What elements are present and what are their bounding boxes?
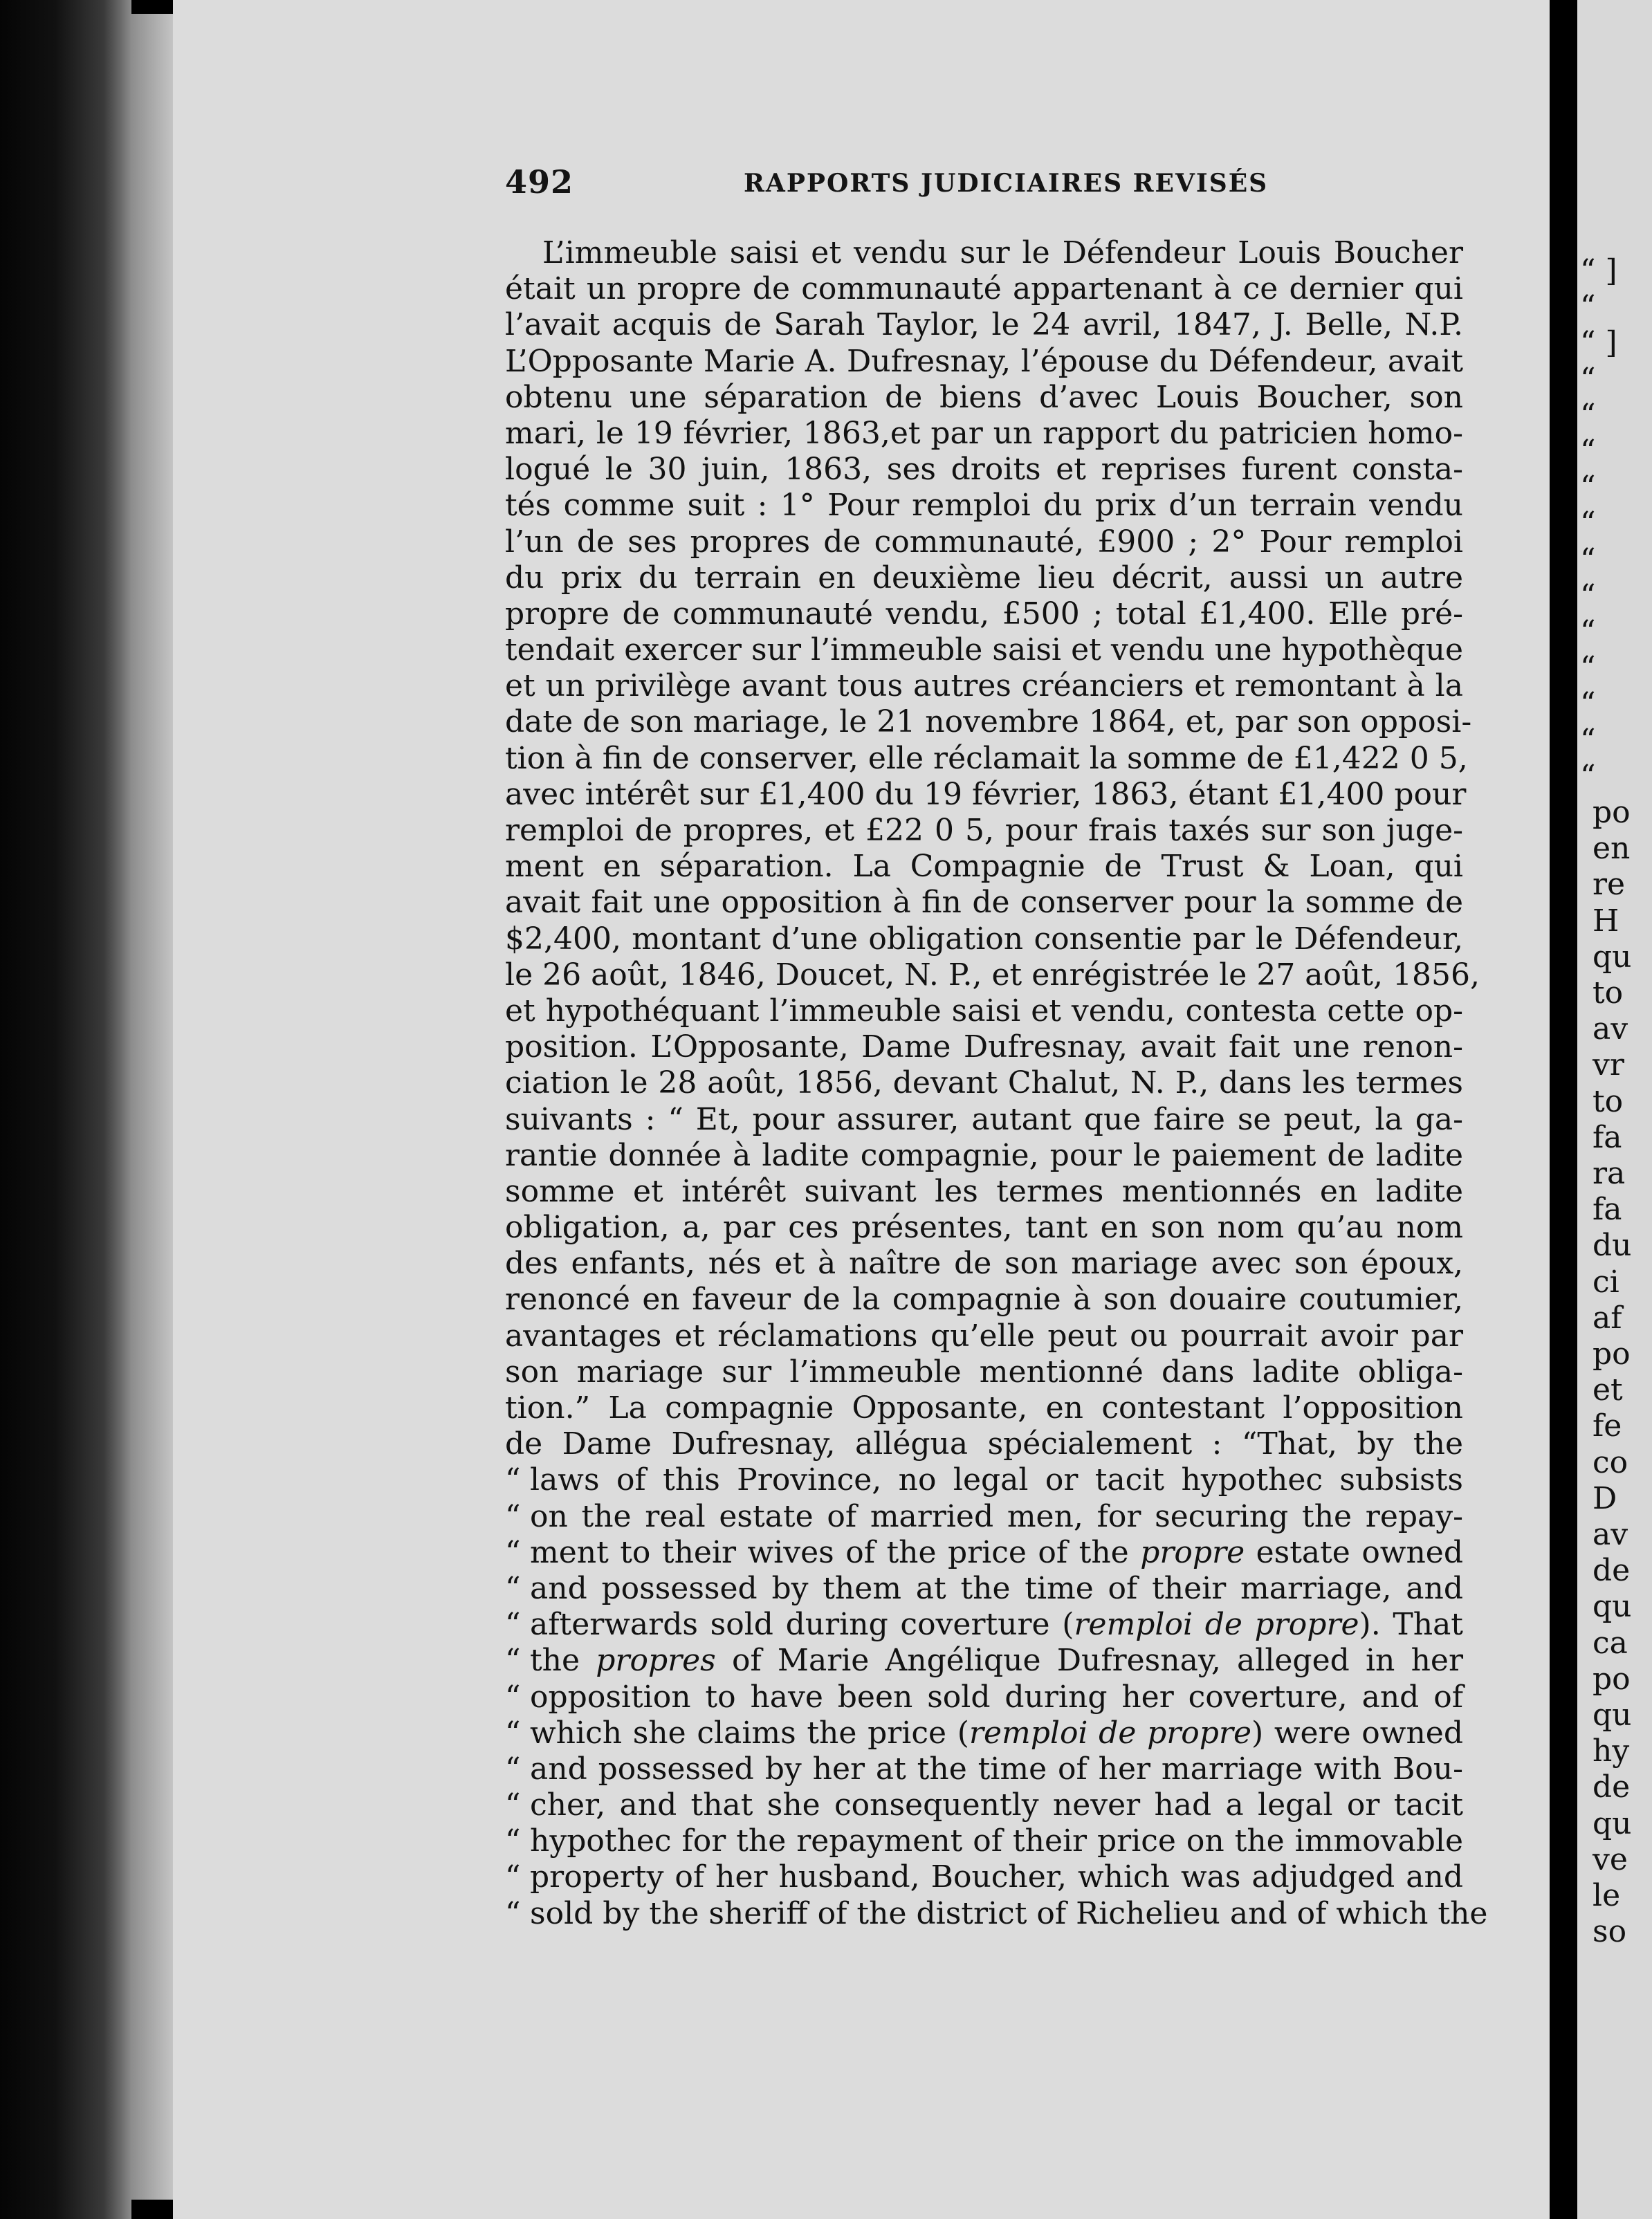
quoted-text-line xyxy=(505,1679,1463,1715)
text-line: avec intérêt sur £1,400 du 19 février, 1863, étant £1,400 pour xyxy=(505,776,1467,812)
next-page-fragment: “ xyxy=(1580,578,1596,614)
quoted-text-line xyxy=(505,1535,1463,1571)
next-page-fragment: qu xyxy=(1593,1697,1632,1733)
quoted-text-content: afterwards sold during coverture (remploi de propre). That xyxy=(530,1607,1463,1643)
next-page-fragment: “ xyxy=(1580,361,1596,397)
text-line: remploi de propres, et £22 0 5, pour frais taxés sur son juge- xyxy=(505,813,1463,848)
next-page-fragment: “ xyxy=(1580,289,1596,325)
next-page-fragment: fa xyxy=(1593,1119,1622,1155)
quoted-text-line xyxy=(505,1823,1463,1859)
italic-term: propres xyxy=(596,1643,716,1679)
next-page-fragment: “ xyxy=(1580,397,1596,433)
text-line: avait fait une opposition à fin de conserver pour la somme de xyxy=(505,885,1463,921)
quote-mark: “ xyxy=(505,1715,521,1751)
next-page-fragment: “ xyxy=(1580,614,1596,650)
text-line: des enfants, nés et à naître de son mariage avec son époux, xyxy=(505,1246,1463,1282)
quoted-text-content: cher, and that she consequently never had a legal or tacit xyxy=(530,1787,1463,1823)
next-page-fragment: to xyxy=(1593,975,1624,1011)
text-line: tendait exercer sur l’immeuble saisi et vendu une hypothèque xyxy=(505,632,1463,668)
next-page-fragment: “ xyxy=(1580,470,1596,506)
next-page-fragment: po xyxy=(1593,1336,1631,1372)
next-page-fragment: so xyxy=(1593,1914,1627,1950)
text-line: avantages et réclamations qu’elle peut ou pourrait avoir par xyxy=(505,1318,1463,1354)
next-page-fragment: fa xyxy=(1593,1192,1622,1228)
text-line: et un privilège avant tous autres créanciers et remontant à la xyxy=(505,668,1463,704)
next-page-fragment: qu xyxy=(1593,939,1632,975)
quoted-text-content: on the real estate of married men, for securing the repay- xyxy=(530,1498,1463,1534)
text-line: date de son mariage, le 21 novembre 1864, et, par son opposi- xyxy=(505,704,1472,740)
text-line: et hypothéquant l’immeuble saisi et vendu, contesta cette op- xyxy=(505,993,1463,1029)
next-page-fragment: D xyxy=(1593,1480,1617,1516)
next-page-fragment: “ ] xyxy=(1580,253,1617,288)
quote-mark: “ xyxy=(505,1607,521,1643)
text-line: était un propre de communauté appartenant à ce dernier qui xyxy=(505,271,1463,307)
italic-term: propre xyxy=(1140,1534,1245,1570)
quoted-text-line xyxy=(505,1607,1463,1643)
text-line: ment en séparation. La Compagnie de Trust & Loan, qui xyxy=(505,849,1463,885)
page-number: 492 xyxy=(505,163,574,201)
next-page-fragment: ve xyxy=(1593,1841,1628,1877)
text-line: l’avait acquis de Sarah Taylor, le 24 avril, 1847, J. Belle, N.P. xyxy=(505,307,1463,343)
page-edge-shadow xyxy=(131,14,173,2200)
next-page-fragment: ca xyxy=(1593,1625,1628,1661)
next-page-fragment: “ xyxy=(1580,506,1596,542)
next-page-fragment: qu xyxy=(1593,1589,1632,1625)
text-line: obligation, a, par ces présentes, tant en son nom qu’au nom xyxy=(505,1210,1463,1246)
quote-mark: “ xyxy=(505,1751,521,1787)
quoted-text-line xyxy=(505,1462,1463,1498)
next-page-fragment: “ xyxy=(1580,758,1596,794)
next-page-fragment: co xyxy=(1593,1444,1628,1480)
quoted-text-line xyxy=(505,1571,1463,1607)
quote-mark: “ xyxy=(505,1498,521,1534)
next-page-fragment: qu xyxy=(1593,1805,1632,1841)
quote-mark: “ xyxy=(505,1534,521,1570)
next-page-fragment: af xyxy=(1593,1300,1622,1336)
next-page-fragment: de xyxy=(1593,1769,1631,1805)
next-page-fragment: et xyxy=(1593,1372,1623,1408)
text-line: L’immeuble saisi et vendu sur le Défendeur Louis Boucher xyxy=(542,235,1463,270)
text-line: tion.” La compagnie Opposante, en contestant l’opposition xyxy=(505,1390,1463,1426)
next-page-fragment: H xyxy=(1593,903,1619,939)
text-line: tés comme suit : 1° Pour remploi du prix d’un terrain vendu xyxy=(505,488,1463,524)
next-page-fragment: vr xyxy=(1593,1047,1624,1083)
quote-mark: “ xyxy=(505,1859,521,1895)
text-line: du prix du terrain en deuxième lieu décrit, aussi un autre xyxy=(505,560,1463,596)
next-page-fragment: av xyxy=(1593,1517,1628,1552)
quote-mark: “ xyxy=(505,1643,521,1679)
text-line: mari, le 19 février, 1863,et par un rapport du patricien homo- xyxy=(505,415,1463,451)
quoted-text-content: sold by the sheriff of the district of Richelieu and of which the xyxy=(530,1895,1488,1931)
next-page-fragment: “ xyxy=(1580,542,1596,578)
quoted-text-content: hypothec for the repayment of their price on the immovable xyxy=(530,1823,1463,1859)
quoted-text-line xyxy=(505,1895,1488,1932)
next-page-fragment: le xyxy=(1593,1878,1621,1913)
next-page-fragment: to xyxy=(1593,1083,1624,1119)
text-line: de Dame Dufresnay, allégua spécialement : “That, by the xyxy=(505,1426,1463,1462)
text-line: propre de communauté vendu, £500 ; total £1,400. Elle pré- xyxy=(505,596,1463,632)
quoted-text-content: which she claims the price (remploi de propre) were owned xyxy=(530,1715,1463,1751)
text-line: logué le 30 juin, 1863, ses droits et reprises furent consta- xyxy=(505,452,1463,488)
next-page-fragment: re xyxy=(1593,867,1626,903)
quoted-text-line xyxy=(505,1751,1463,1787)
text-line: ciation le 28 août, 1856, devant Chalut, N. P., dans les termes xyxy=(505,1065,1463,1101)
quoted-text-content: ment to their wives of the price of the propre estate owned xyxy=(530,1534,1464,1570)
text-line: somme et intérêt suivant les termes mentionnés en ladite xyxy=(505,1173,1463,1209)
next-page-fragment: en xyxy=(1593,831,1631,867)
quoted-text-line xyxy=(505,1787,1463,1823)
quoted-text-content: and possessed by her at the time of her marriage with Bou- xyxy=(530,1751,1463,1787)
text-line: le 26 août, 1846, Doucet, N. P., et enrégistrée le 27 août, 1856, xyxy=(505,957,1480,993)
quote-mark: “ xyxy=(505,1823,521,1859)
quote-mark: “ xyxy=(505,1462,521,1498)
text-line: tion à fin de conserver, elle réclamait la somme de £1,422 0 5, xyxy=(505,740,1468,776)
next-page-fragment: “ ] xyxy=(1580,325,1617,361)
page-gutter xyxy=(1550,0,1577,2219)
text-line: obtenu une séparation de biens d’avec Louis Boucher, son xyxy=(505,379,1463,415)
text-line: rantie donnée à ladite compagnie, pour le paiement de ladite xyxy=(505,1137,1463,1173)
text-line: renoncé en faveur de la compagnie à son douaire coutumier, xyxy=(505,1282,1463,1318)
next-page-fragment: “ xyxy=(1580,434,1596,469)
next-page-fragment: av xyxy=(1593,1011,1628,1047)
next-page-fragment: de xyxy=(1593,1553,1631,1589)
italic-term: remploi de propre xyxy=(1074,1607,1359,1643)
next-page-fragment: fe xyxy=(1593,1408,1622,1444)
running-header: RAPPORTS JUDICIAIRES REVISÉS xyxy=(744,169,1269,198)
text-line: son mariage sur l’immeuble mentionné dans ladite obliga- xyxy=(505,1354,1463,1390)
quoted-text-content: laws of this Province, no legal or tacit hypothec subsists xyxy=(530,1462,1463,1498)
quoted-text-content: the propres of Marie Angélique Dufresnay, alleged in her xyxy=(530,1643,1463,1679)
quoted-text-line xyxy=(505,1859,1463,1895)
next-page-fragment: hy xyxy=(1593,1733,1630,1769)
text-line: suivants : “ Et, pour assurer, autant que faire se peut, la ga- xyxy=(505,1101,1463,1137)
quoted-text-content: property of her husband, Boucher, which was adjudged and xyxy=(530,1859,1463,1895)
quoted-text-content: and possessed by them at the time of their marriage, and xyxy=(530,1570,1463,1606)
quoted-text-line xyxy=(505,1499,1463,1535)
quote-mark: “ xyxy=(505,1570,521,1606)
quoted-text-line xyxy=(505,1643,1463,1679)
next-page-sliver xyxy=(1577,0,1652,2219)
italic-term: remploi de propre xyxy=(969,1715,1251,1751)
next-page-fragment: du xyxy=(1593,1228,1632,1264)
next-page-fragment: “ xyxy=(1580,686,1596,722)
next-page-fragment: po xyxy=(1593,795,1631,830)
text-line: $2,400, montant d’une obligation consentie par le Défendeur, xyxy=(505,921,1463,957)
text-line: position. L’Opposante, Dame Dufresnay, avait fait une renon- xyxy=(505,1029,1463,1065)
quote-mark: “ xyxy=(505,1787,521,1823)
quoted-text-line xyxy=(505,1715,1463,1751)
quote-mark: “ xyxy=(505,1679,521,1715)
next-page-fragment: po xyxy=(1593,1661,1631,1697)
text-line: L’Opposante Marie A. Dufresnay, l’épouse du Défendeur, avait xyxy=(505,343,1463,379)
next-page-fragment: ci xyxy=(1593,1264,1619,1300)
next-page-fragment: ra xyxy=(1593,1156,1626,1191)
quoted-text-content: opposition to have been sold during her coverture, and of xyxy=(530,1679,1463,1715)
next-page-fragment: “ xyxy=(1580,722,1596,758)
text-line: l’un de ses propres de communauté, £900 ; 2° Pour remploi xyxy=(505,524,1463,560)
body-text xyxy=(505,235,1488,1932)
quote-mark: “ xyxy=(505,1895,521,1931)
book-spine xyxy=(0,0,131,2219)
next-page-fragment: “ xyxy=(1580,650,1596,686)
